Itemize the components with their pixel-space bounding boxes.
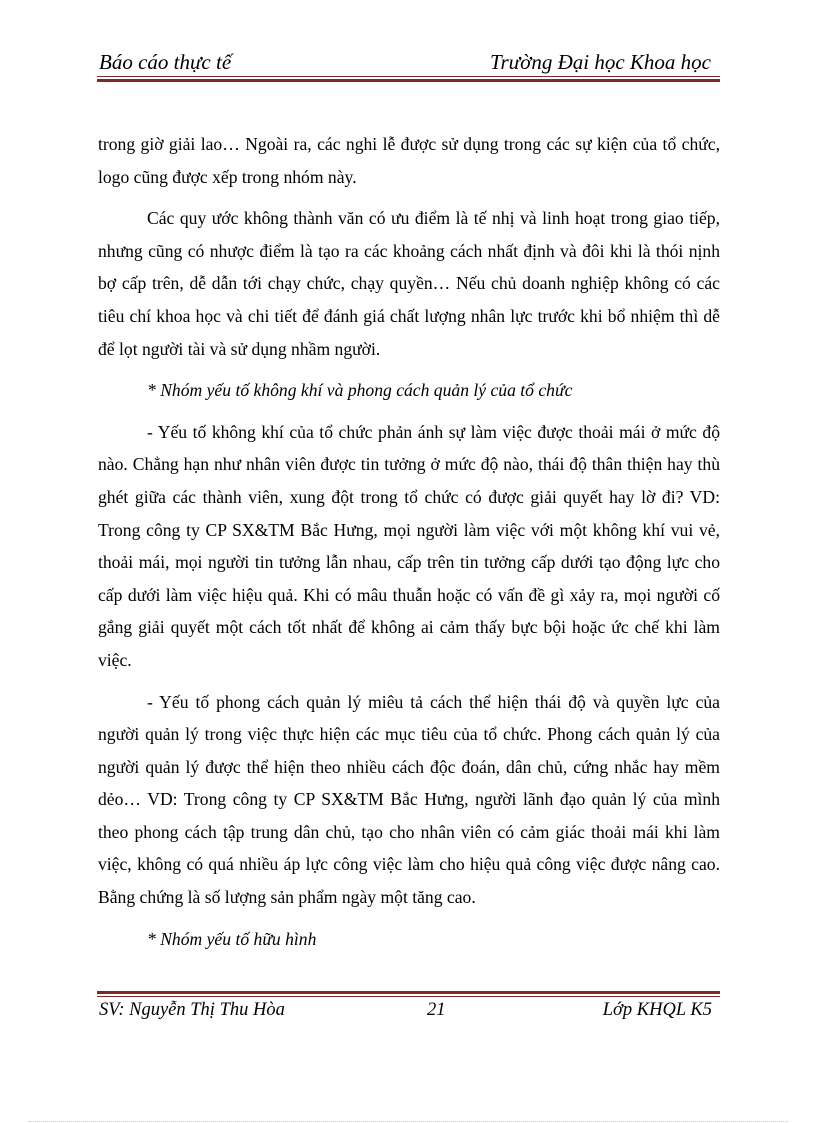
- paragraph-atmosphere: - Yếu tố không khí của tổ chức phản ánh sự làm việc được thoải mái ở mức độ nào. Chẳng hạn như nhân viên được tin tưởng ở mức độ nào, thái độ thân thiện hay thù ghét giữa các thành viên, xung đột trong tổ chức có được giải quyết hay lờ đi? VD: Trong công ty CP SX&TM Bắc Hưng, mọi người làm việc với một không khí vui vẻ, thoải mái, mọi người tin tưởng lẫn nhau, cấp trên tin tưởng cấp dưới tạo động lực cho cấp dưới làm việc hiệu quả. Khi có mâu thuẫn hoặc có vấn đề gì xảy ra, mọi người cố gắng giải quyết một cách tốt nhất để không ai cảm thấy bực bội hoặc ức chế khi làm việc.: [98, 421, 720, 670]
- footer-student-name: SV: Nguyễn Thị Thu Hòa: [99, 1000, 285, 1020]
- page-footer: [97, 996, 720, 1026]
- footer-rule-thick: [97, 991, 720, 994]
- header-rule-thin: [97, 76, 720, 77]
- section-heading-atmosphere: * Nhóm yếu tố không khí và phong cách quản lý của tổ chức: [147, 380, 573, 401]
- section-heading-tangible: * Nhóm yếu tố hữu hình: [147, 928, 317, 949]
- page-header: [97, 46, 719, 80]
- header-report-title: Báo cáo thực tế: [99, 50, 232, 74]
- footer-class: Lớp KHQL K5: [602, 1000, 712, 1020]
- header-rule-thick: [97, 79, 720, 82]
- footer-page-number: 21: [427, 1000, 446, 1020]
- paragraph-continuation: trong giờ giải lao… Ngoài ra, các nghi lễ được sử dụng trong các sự kiện của tổ chức, logo cũng được xếp trong nhóm này.: [98, 134, 720, 187]
- header-university: Trường Đại học Khoa học: [489, 50, 711, 74]
- page-bottom-dotted-line: [28, 1121, 788, 1122]
- document-body: [98, 128, 720, 955]
- paragraph-unwritten-conventions: Các quy ước không thành văn có ưu điểm là tế nhị và linh hoạt trong giao tiếp, nhưng cũng có nhược điểm là tạo ra các khoảng cách nhất định và đôi khi là thói nịnh bợ cấp trên, dễ dẫn tới chạy chức, chạy quyền… Nếu chủ doanh nghiệp không có các tiêu chí khoa học và chi tiết để đánh giá chất lượng nhân lực trước khi bổ nhiệm thì dễ để lọt người tài và sử dụng nhầm người.: [98, 208, 720, 359]
- paragraph-management-style: - Yếu tố phong cách quản lý miêu tả cách thể hiện thái độ và quyền lực của người quản lý trong việc thực hiện các mục tiêu của tổ chức. Phong cách quản lý của người quản lý được thể hiện theo nhiều cách độc đoán, dân chủ, cứng nhắc hay mềm dẻo… VD: Trong công ty CP SX&TM Bắc Hưng, người lãnh đạo quản lý của mình theo phong cách tập trung dân chủ, tạo cho nhân viên có cảm giác thoải mái khi làm việc, không có quá nhiều áp lực công việc làm cho hiệu quả công việc được nâng cao. Bằng chứng là số lượng sản phẩm ngày một tăng cao.: [98, 691, 720, 908]
